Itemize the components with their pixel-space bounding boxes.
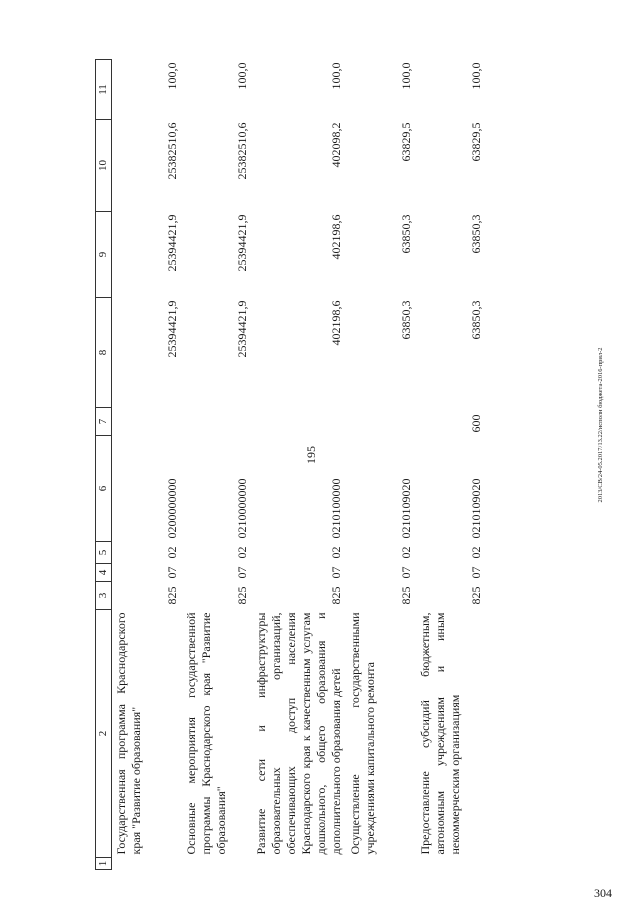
cell-col9: 25394421,9 [165, 214, 179, 272]
cell-col8: 25394421,9 [165, 300, 179, 358]
column-header: 9 [96, 212, 112, 298]
cell-col11: 100,0 [469, 62, 483, 90]
cell-col11: 100,0 [165, 62, 179, 90]
column-header: 1 [96, 858, 112, 870]
cell-col9: 25394421,9 [235, 214, 249, 272]
cell-num [112, 858, 183, 870]
cell-col11: 100,0 [235, 62, 249, 90]
cell-csr: 0210100000 [329, 478, 343, 539]
column-header: 3 [96, 582, 112, 610]
cell-csr: 0200000000 [165, 478, 179, 539]
column-header: 5 [96, 542, 112, 564]
column-header: 4 [96, 564, 112, 582]
cell-pr: 02 [235, 546, 249, 559]
cell-name: Предоставление субсидий бюджетным, автономным учреждениям и иным некоммерческим организациям [418, 612, 462, 855]
footer-code: 2013/СВ/24-05.2017/13.22/исполн бюджета-2016-прил-2 [597, 347, 604, 503]
table-row [346, 60, 416, 870]
cell-col10: 63829,5 [399, 122, 413, 162]
cell-col9: 63850,3 [399, 214, 413, 254]
cell-name: Развитие сети и инфраструктуры образовательных организаций, обеспечивающих доступ населения Краснодарского края к качественным услугам дошкольного, общего образования и дополнительного образования детей [254, 612, 343, 855]
cell-pr: 02 [469, 546, 483, 559]
page-number-bottom: 304 [594, 886, 612, 900]
cell-vr: 600 [469, 414, 483, 433]
column-header: 7 [96, 408, 112, 436]
cell-col8: 63850,3 [399, 300, 413, 340]
cell-vr [346, 408, 416, 436]
cell-name: Государственная программа Краснодарского края "Развитие образования" [114, 612, 143, 855]
cell-rz: 07 [165, 566, 179, 579]
cell-col10: 25382510,6 [235, 122, 249, 180]
column-header: 8 [96, 298, 112, 408]
cell-col9: 63850,3 [469, 214, 483, 254]
cell-vr [252, 408, 346, 436]
cell-col8: 25394421,9 [235, 300, 249, 358]
table-row [112, 60, 183, 870]
cell-rz: 07 [399, 566, 413, 579]
cell-pr: 02 [399, 546, 413, 559]
cell-num [346, 858, 416, 870]
cell-csr: 0210000000 [235, 478, 249, 539]
cell-ved: 825 [165, 586, 179, 605]
cell-csr: 0210109020 [469, 478, 483, 539]
cell-csr: 0210109020 [399, 478, 413, 539]
cell-vr [182, 408, 252, 436]
column-header: 6 [96, 436, 112, 542]
cell-rz: 07 [329, 566, 343, 579]
cell-name: Основные мероприятия государственной программы Краснодарского края "Развитие образования" [184, 612, 228, 855]
column-header: 11 [96, 60, 112, 120]
column-number-row [96, 60, 112, 870]
cell-col10: 402098,2 [329, 122, 343, 168]
cell-ved: 825 [235, 586, 249, 605]
cell-col10: 63829,5 [469, 122, 483, 162]
cell-vr [112, 408, 183, 436]
cell-num [416, 858, 486, 870]
table-row [252, 60, 346, 870]
cell-pr: 02 [329, 546, 343, 559]
cell-num [252, 858, 346, 870]
cell-col11: 100,0 [329, 62, 343, 90]
cell-col11: 100,0 [399, 62, 413, 90]
column-header: 10 [96, 120, 112, 212]
cell-col10: 25382510,6 [165, 122, 179, 180]
cell-rz: 07 [469, 566, 483, 579]
table-row [416, 60, 486, 870]
cell-pr: 02 [165, 546, 179, 559]
table-row [182, 60, 252, 870]
cell-ved: 825 [329, 586, 343, 605]
cell-ved: 825 [469, 586, 483, 605]
cell-num [182, 858, 252, 870]
budget-table [95, 59, 486, 870]
cell-col9: 402198,6 [329, 214, 343, 260]
cell-rz: 07 [235, 566, 249, 579]
cell-col8: 402198,6 [329, 300, 343, 346]
cell-ved: 825 [399, 586, 413, 605]
cell-name: Осуществление государственными учреждениями капитального ремонта [348, 612, 377, 855]
cell-col8: 63850,3 [469, 300, 483, 340]
budget-table-container [95, 60, 505, 870]
column-header: 2 [96, 610, 112, 858]
page-number-top: 195 [304, 446, 318, 464]
